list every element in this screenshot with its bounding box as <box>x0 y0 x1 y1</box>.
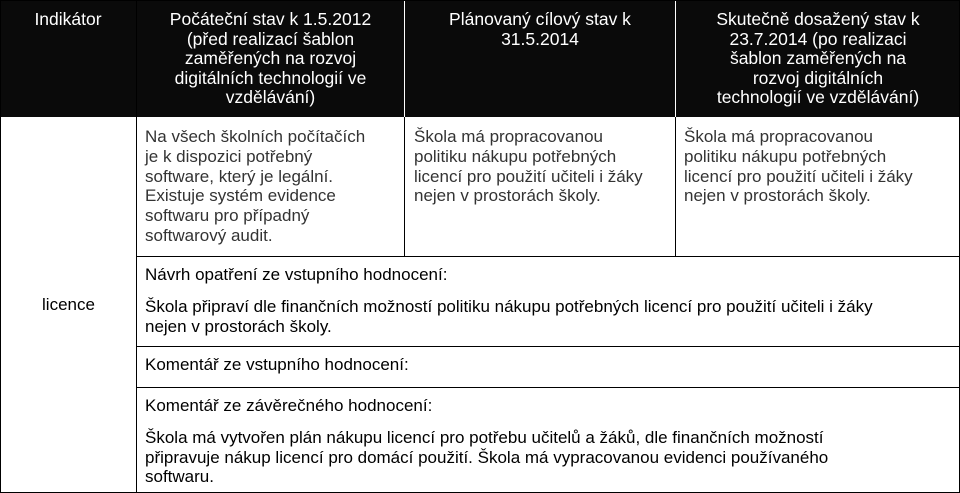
final-comment-line: softwaru. <box>145 467 214 487</box>
initial-state-line: software, který je legální. <box>145 166 334 186</box>
header-initial-line: vzdělávání) <box>225 87 316 107</box>
initial-state-line: softwaru pro případný <box>145 206 310 226</box>
planned-state-line: licencí pro použití učiteli i žáky <box>414 166 643 186</box>
row-divider <box>136 256 960 257</box>
final-comment-title: Komentář ze závěrečného hodnocení: <box>145 396 433 415</box>
header-planned-line: Plánovaný cílový stav k <box>449 9 631 29</box>
initial-state-line: Na všech školních počítačích <box>145 127 366 146</box>
measures-title: Návrh opatření ze vstupního hodnocení: <box>145 265 448 284</box>
measures-line: Škola připraví dle finančních možností politiku nákupu potřebných licencí pro použití učiteli i žáky <box>145 296 873 316</box>
entry-comment-title: Komentář ze vstupního hodnocení: <box>145 355 409 374</box>
final-comment-line: Škola má vytvořen plán nákupu licencí pro potřebu učitelů a žáků, dle finančních možností <box>145 427 824 447</box>
header-planned-state <box>405 0 675 117</box>
actual-state-line: politiku nákupu potřebných <box>684 146 887 166</box>
initial-state-line: Existuje systém evidence <box>145 186 336 206</box>
header-initial-line: (před realizací šablon <box>186 28 355 49</box>
table-border-left <box>0 0 1 493</box>
entry-comment-cell <box>145 355 957 375</box>
planned-state-cell <box>414 127 672 206</box>
measures-line: nejen v prostorách školy. <box>145 316 332 336</box>
indicator-label: licence <box>42 295 95 315</box>
planned-state-line: Škola má propracovanou <box>414 127 604 146</box>
header-actual-line: technologií ve vzdělávání) <box>716 87 920 107</box>
row-divider <box>136 346 960 347</box>
header-initial-line: zaměřených na rozvoj <box>184 48 357 68</box>
actual-state-line: nejen v prostorách školy. <box>684 186 871 206</box>
header-initial-line: Počáteční stav k 1.5.2012 <box>169 9 372 29</box>
row-divider <box>136 387 960 388</box>
final-comment-cell <box>145 396 957 487</box>
header-actual-state <box>676 0 960 117</box>
actual-state-line: licencí pro použití učiteli i žáky <box>684 166 913 186</box>
header-indicator-label: Indikátor <box>34 9 102 29</box>
planned-state-line: politiku nákupu potřebných <box>414 146 617 166</box>
column-divider <box>404 117 405 256</box>
initial-state-line: softwarový audit. <box>145 225 273 245</box>
table-border-top <box>0 0 960 1</box>
initial-state-line: je k dispozici potřebný <box>145 146 313 166</box>
measures-cell <box>145 265 957 336</box>
actual-state-line: Škola má propracovanou <box>684 127 874 146</box>
header-actual-line: rozvoj digitálních <box>752 67 884 88</box>
header-initial-state <box>137 0 404 117</box>
planned-state-line: nejen v prostorách školy. <box>414 186 601 206</box>
column-divider <box>675 117 676 256</box>
header-actual-line: Skutečně dosažený stav k <box>716 9 920 29</box>
actual-state-cell <box>684 127 954 206</box>
header-actual-line: šablon zaměřených na <box>729 48 907 68</box>
final-comment-line: připravuje nákup licencí pro domácí použití. Škola má vypracovanou evidenci používaného <box>145 447 829 467</box>
header-initial-line: digitálních technologií ve <box>174 67 367 88</box>
header-actual-line: 23.7.2014 (po realizaci <box>729 28 907 49</box>
header-planned-line: 31.5.2014 <box>501 28 579 49</box>
initial-state-cell <box>145 127 400 246</box>
column-divider <box>136 0 137 493</box>
header-indicator <box>0 0 136 117</box>
indicator-cell <box>0 117 137 493</box>
